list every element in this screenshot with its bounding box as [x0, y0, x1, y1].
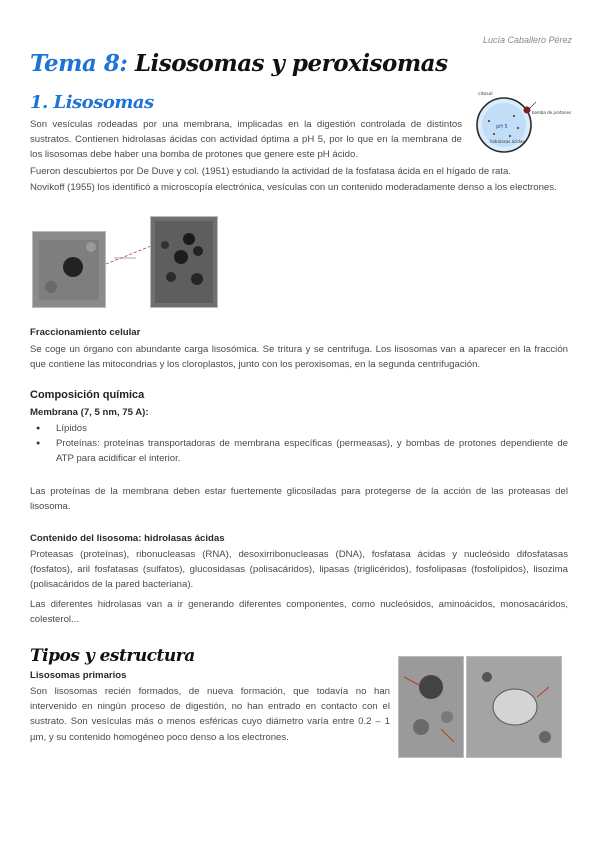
micrograph-lysosome-2 — [150, 216, 218, 308]
diagram-label-top: citosol — [478, 92, 493, 97]
intro-paragraph-1: Son vesículas rodeadas por una membrana, implicadas en la digestión controlada de distintos sustratos. Contienen hidrolasas ácidas con actividad óptima a pH 5, por lo que en la membrana de los lisosomas debe haber una bomba de protones que genere este pH ácido. — [30, 119, 462, 161]
diagram-label-bottom: hidrolasas ácidas — [490, 139, 525, 144]
list-item: ● Proteínas: proteínas transportadoras de membrana específicas (permeasas), y bombas de protones dependiente de ATP para acidificar el interior. — [30, 436, 568, 466]
micrograph-primary-lysosomes-2 — [466, 656, 562, 758]
contenido-heading: Contenido del lisosoma: hidrolasas ácidas — [30, 533, 225, 544]
diagram-ph-label: pH 5 — [496, 124, 508, 130]
title-name: Lisosomas y peroxisomas — [134, 50, 448, 77]
title-number: Tema 8: — [30, 50, 128, 77]
author-name: Lucía Caballero Pérez — [482, 35, 572, 45]
fraccionamiento-text: Se coge un órgano con abundante carga lisosómica. Se tritura y se centrifuga. Los lisosomas van a aparecer en la fracción que contiene las mitocondrias y los cloroplastos, junto con los peroxisomas, en la segunda centrifugación. — [30, 344, 568, 371]
lysosome-dense-body — [63, 257, 83, 277]
composicion-heading: Composición química — [30, 389, 145, 401]
membrana-note: Las proteínas de la membrana deben estar fuertemente glicosiladas para protegerse de la acción de las proteasas del lisosoma. — [30, 486, 568, 513]
proton-pump-icon — [524, 107, 531, 114]
contenido-text-2: Las diferentes hidrolasas van a ir generando diferentes componentes, como nucleósidos, aminoácidos, monosacáridos, colesterol... — [30, 599, 568, 626]
intro-paragraph-2: Fueron descubiertos por De Duve y col. (1951) estudiando la actividad de la fosfatasa ácida en el hígado de rata. — [30, 166, 512, 177]
tipos-heading: Tipos y estructura — [30, 646, 195, 666]
fraccionamiento-heading: Fraccionamiento celular — [30, 327, 141, 338]
list-item: ● Lípidos — [30, 421, 568, 436]
membrana-list — [30, 421, 568, 467]
contenido-text-1: Proteasas (proteínas), ribonucleasas (RNA), desoxirribonucleasas (DNA), fosfatasa ácidas y nucleósido difosfatasas (fosfatos), aril fosfatasas (sulfatos), glucosidasas (polisacáridos), lipasas (triglicéridos), fosfolipasas (fosfolípidos), lisozima (polisacáridos de la pared bacteriana). — [30, 549, 568, 591]
lisosomas-primarios-text: Son lisosomas recién formados, de nueva formación, que todavía no han intervenido en ningún proceso de digestión, no han entrado en contacto con el sustrato. Son vesículas más o menos esféricas cuyo diámetro varía entre 0.2 – 1 µm, y su contenido homogéneo poco denso a los electrones. — [30, 686, 390, 743]
membrana-heading: Membrana (7, 5 nm, 75 A): — [30, 407, 149, 418]
lysosome-diagram — [470, 88, 580, 156]
intro-paragraph-3: Novikoff (1955) los identificó a microscopía electrónica, vesículas con un contenido moderadamente denso a los electrones. — [30, 182, 557, 193]
micrograph-primary-lysosomes-1 — [398, 656, 464, 758]
section-heading-lisosomas: 1. Lisosomas — [30, 92, 154, 113]
diagram-label-right: bomba de protones — [532, 110, 572, 115]
lisosomas-primarios-heading: Lisosomas primarios — [30, 670, 127, 681]
page-title — [30, 50, 448, 77]
micrograph-lysosome-1 — [32, 231, 106, 308]
